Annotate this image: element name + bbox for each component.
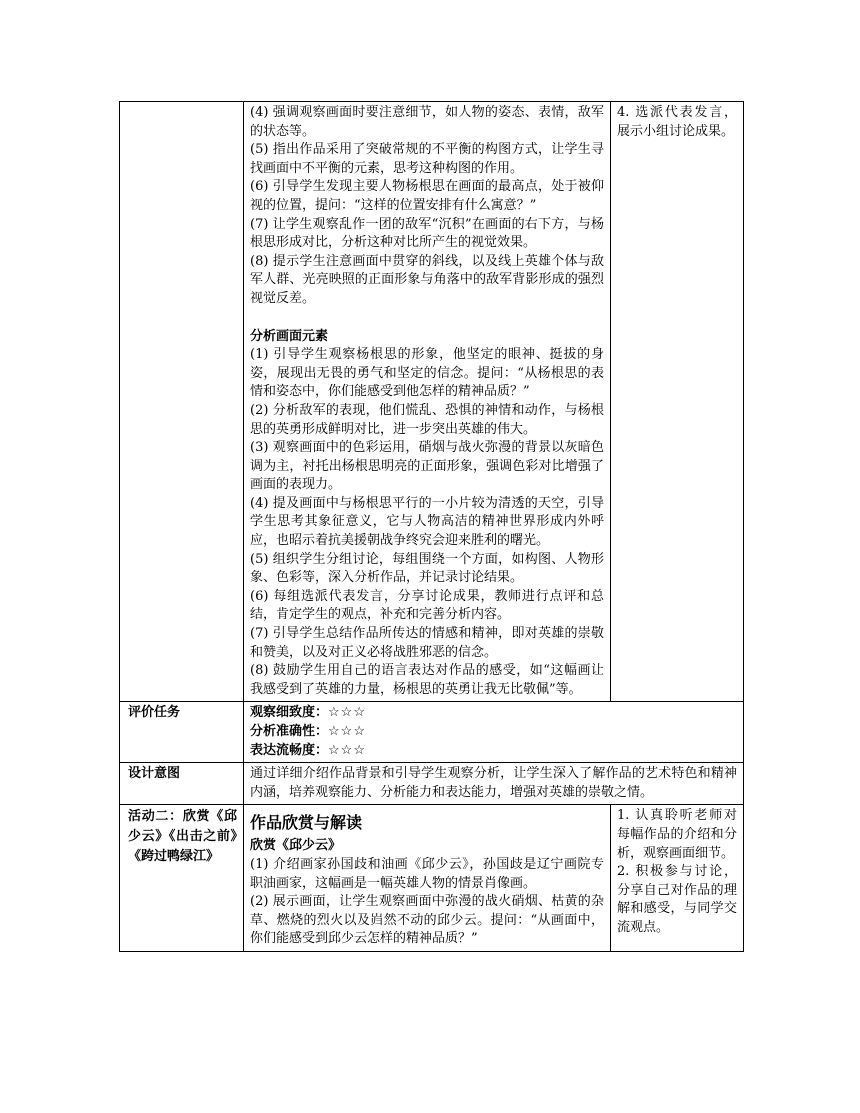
step-line: (1) 引导学生观察杨根思的形象，他坚定的眼神、挺拔的身姿，展现出无畏的勇气和坚定的信念。提问：“从杨根思的表情和姿态中，你们能感受到他怎样的精神品质？” — [250, 347, 604, 400]
activity-two-row — [120, 805, 744, 952]
evaluation-label: 评价任务 — [120, 702, 244, 763]
step-line: (5) 指出作品采用了突破常规的不平衡的构图方式，让学生寻找画面中不平衡的元素，思考这种构图的作用。 — [250, 142, 604, 176]
activity-one-content-cell — [244, 102, 611, 702]
evaluation-item-name: 分析准确性： — [250, 724, 329, 739]
activity-one-continued-row — [120, 102, 744, 702]
step-line: (2) 分析敌军的表现，他们慌乱、恐惧的神情和动作，与杨根思的英勇形成鲜明对比，进一步突出英雄的伟大。 — [250, 402, 604, 437]
step-line: (3) 观察画面中的色彩运用，硝烟与战火弥漫的背景以灰暗色调为主，衬托出杨根思明亮的正面形象，强调色彩对比增强了画面的表现力。 — [250, 440, 604, 493]
step-line: (8) 提示学生注意画面中贯穿的斜线，以及线上英雄个体与敌军人群、光亮映照的正面形象与角落中的敌军背影形成的强烈视觉反差。 — [250, 253, 604, 306]
activity-two-title: 活动二：欣赏《邱少云》《出击之前》《跨过鸭绿江》 — [128, 809, 237, 865]
evaluation-content-cell — [244, 702, 744, 763]
student-activity-line: 1. 认真聆听老师对每幅作品的介绍和分析，观察画面细节。 — [617, 808, 737, 861]
activity-two-content-cell — [244, 805, 611, 952]
evaluation-item — [250, 704, 737, 723]
step-line: (5) 组织学生分组讨论，每组围绕一个方面，如构图、人物形象、色彩等，深入分析作品，并记录讨论结果。 — [250, 551, 604, 586]
activity-two-subheading: 欣赏《邱少云》 — [250, 838, 342, 854]
evaluation-item-name: 表达流畅度： — [250, 742, 329, 758]
step-line: (1) 介绍画家孙国歧和油画《邱少云》，孙国歧是辽宁画院专职油画家，这幅画是一幅英雄人物的情景肖像画。 — [250, 856, 604, 891]
student-activity-line: 2. 积极参与讨论，分享自己对作品的理解和感受，与同学交流观点。 — [617, 864, 737, 935]
step-line: (4) 强调观察画面时要注意细节，如人物的姿态、表情，敌军的状态等。 — [250, 105, 604, 139]
star-rating: ☆☆☆ — [328, 742, 366, 758]
activity-two-heading: 作品欣赏与解读 — [250, 813, 363, 833]
spacer — [250, 309, 604, 328]
evaluation-item-name: 观察细致度： — [250, 705, 329, 721]
step-line: (7) 引导学生总结作品所传达的情感和精神，即对英雄的崇敬和赞美，以及对正义必将战胜邪恶的信念。 — [250, 626, 604, 660]
step-line: (6) 每组选派代表发言，分享讨论成果，教师进行点评和总结，肯定学生的观点，补充和完善分析内容。 — [250, 588, 604, 623]
activity-two-label — [120, 805, 244, 952]
step-line: (8) 鼓励学生用自己的语言表达对作品的感受，如“这幅画让我感受到了英雄的力量，杨根思的英勇让我无比敬佩”等。 — [250, 663, 604, 697]
section-heading: 分析画面元素 — [250, 328, 329, 344]
activity-two-student-cell — [611, 805, 744, 952]
activity-one-label-cell — [120, 102, 244, 702]
student-activity-cell — [611, 102, 744, 702]
lesson-plan-table — [119, 101, 744, 952]
design-intent-label: 设计意图 — [120, 763, 244, 805]
evaluation-item — [250, 723, 737, 742]
evaluation-row — [120, 702, 744, 763]
step-line: (6) 引导学生发现主要人物杨根思在画面的最高点，处于被仰视的位置，提问：“这样的位置安排有什么寓意？” — [250, 179, 604, 213]
star-rating: ☆☆☆ — [328, 705, 366, 721]
evaluation-item — [250, 742, 737, 761]
design-intent-row — [120, 763, 744, 805]
step-line: (2) 展示画面，让学生观察画面中弥漫的战火硝烟、枯黄的杂草、燃烧的烈火以及岿然不动的邱少云。提问：“从画面中，你们能感受到邱少云怎样的精神品质？” — [250, 894, 604, 947]
step-line: (4) 提及画面中与杨根思平行的一小片较为清透的天空，引导学生思考其象征意义，它与人物高洁的精神世界形成内外呼应，也昭示着抗美援朝战争终究会迎来胜利的曙光。 — [250, 495, 604, 549]
design-intent-text: 通过详细介绍作品背景和引导学生观察分析，让学生深入了解作品的艺术特色和精神内涵，培养观察能力、分析能力和表达能力，增强对英雄的崇敬之情。 — [250, 766, 737, 800]
step-line: (7) 让学生观察乱作一团的敌军“沉积”在画面的右下方，与杨根思形成对比，分析这种对比所产生的视觉效果。 — [250, 216, 604, 251]
design-intent-content — [244, 763, 744, 805]
star-rating: ☆☆☆ — [328, 724, 366, 739]
student-activity-line: 4. 选派代表发言，展示小组讨论成果。 — [617, 105, 737, 139]
